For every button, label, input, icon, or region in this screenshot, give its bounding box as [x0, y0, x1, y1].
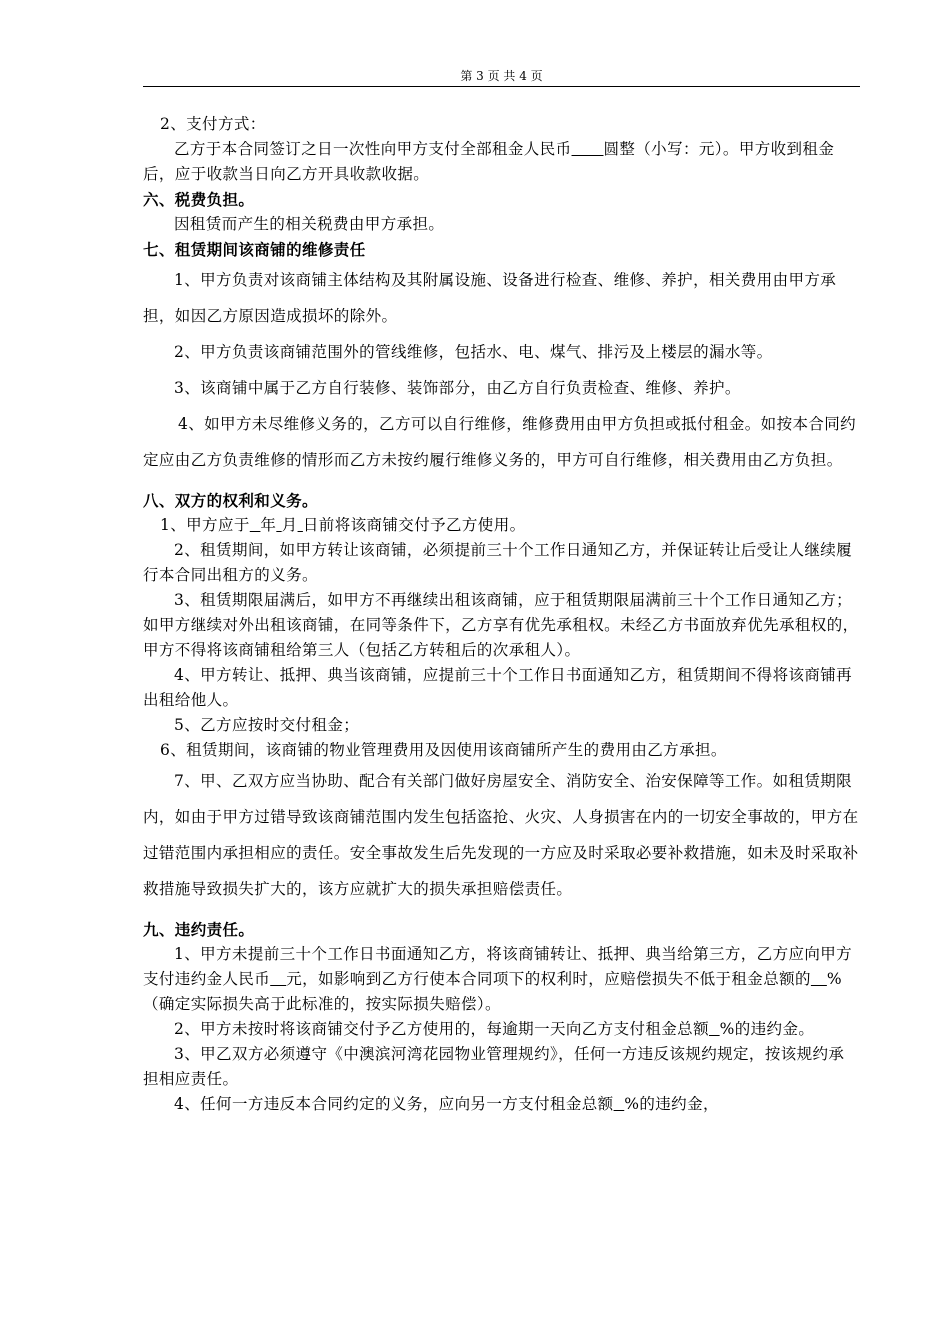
- paragraph-rights-2: 2、租赁期间，如甲方转让该商铺，必须提前三十个工作日通知乙方，并保证转让后受让人继续履行本合同出租方的义务。: [143, 541, 853, 584]
- paragraph-rights-3: 3、租赁期限届满后，如甲方不再继续出租该商铺，应于租赁期限届满前三十个工作日通知乙方；如甲方继续对外出租该商铺，在同等条件下，乙方享有优先承租权。未经乙方书面放弃优先承租权的，甲方不得将该商铺租给第三人（包括乙方转租后的次承租人）。: [143, 591, 859, 659]
- paragraph-rights-5: 5、乙方应按时交付租金；: [174, 716, 360, 734]
- paragraph-breach-1: 1、甲方未提前三十个工作日书面通知乙方，将该商铺转让、抵押、典当给第三方，乙方应向甲方支付违约金人民币 元，如影响到乙方行使本合同项下的权利时，应赔偿损失不低于租金总额的 %（确定实际损失高于此标准的，按实际损失赔偿）。: [143, 945, 853, 1013]
- paragraph-rights-7: 7、甲、乙双方应当协助、配合有关部门做好房屋安全、消防安全、治安保障等工作。如租赁期限内，如由于甲方过错导致该商铺范围内发生包括盗抢、火灾、人身损害在内的一切安全事故的，甲方在过错范围内承担相应的责任。安全事故发生后先发现的一方应及时采取必要补救措施，如未及时采取补救措施导致损失扩大的，该方应就扩大的损失承担赔偿责任。: [143, 772, 859, 898]
- paragraph-rights-4: 4、甲方转让、抵押、典当该商铺，应提前三十个工作日书面通知乙方，租赁期间不得将该商铺再出租给他人。: [143, 666, 853, 709]
- document-body: [143, 112, 860, 1117]
- section-heading-9: 九、违约责任。: [143, 920, 255, 939]
- blank-amount: [572, 140, 604, 158]
- paragraph-breach-2: 2、甲方未按时将该商铺交付予乙方使用的，每逾期一天向乙方支付租金总额 %的违约金。: [174, 1020, 815, 1038]
- section-heading-7: 七、租赁期间该商铺的维修责任: [143, 240, 366, 259]
- header-divider: [143, 86, 860, 87]
- paragraph-repair-4: 4、如甲方未尽维修义务的，乙方可以自行维修，维修费用由甲方负担或抵付租金。如按本合同约定应由乙方负责维修的情形而乙方未按约履行维修义务的，甲方可自行维修，相关费用由乙方负担。: [143, 415, 857, 469]
- paragraph-rights-6: 6、租赁期间，该商铺的物业管理费用及因使用该商铺所产生的费用由乙方承担。: [160, 741, 727, 759]
- paragraph-payment-method: 2、支付方式：: [160, 115, 266, 133]
- blank-breach-percent: [614, 1095, 625, 1113]
- paragraph-repair-1: 1、甲方负责对该商铺主体结构及其附属设施、设备进行检查、维修、养护，相关费用由甲方承担，如因乙方原因造成损坏的除外。: [143, 271, 837, 325]
- page-header: 第 3 页 共 4 页: [460, 69, 543, 83]
- paragraph-tax: 因租赁而产生的相关税费由甲方承担。: [174, 215, 445, 233]
- paragraph-rights-1: 1、甲方应于 年 月 日前将该商铺交付予乙方使用。: [160, 516, 526, 534]
- paragraph-repair-3: 3、该商铺中属于乙方自行装修、装饰部分，由乙方自行负责检查、维修、养护。: [174, 379, 741, 397]
- blank-daily-percent: [709, 1020, 720, 1038]
- section-heading-6: 六、税费负担。: [143, 190, 255, 209]
- paragraph-breach-3: 3、甲乙双方必须遵守《中澳滨河湾花园物业管理规约》，任何一方违反该规约规定，按该规约承担相应责任。: [143, 1045, 845, 1088]
- paragraph-repair-2: 2、甲方负责该商铺范围外的管线维修，包括水、电、煤气、排污及上楼层的漏水等。: [174, 343, 773, 361]
- section-heading-8: 八、双方的权利和义务。: [143, 491, 318, 510]
- blank-year: [250, 516, 261, 534]
- blank-penalty-amount: [270, 970, 286, 988]
- paragraph-breach-4: 4、任何一方违反本合同约定的义务，应向另一方支付租金总额 %的违约金，: [174, 1095, 719, 1113]
- blank-penalty-percent: [811, 970, 827, 988]
- paragraph-payment-detail: 乙方于本合同签订之日一次性向甲方支付全部租金人民币 圆整（小写：元）。甲方收到租金后，应于收款当日向乙方开具收款收据。: [143, 140, 835, 183]
